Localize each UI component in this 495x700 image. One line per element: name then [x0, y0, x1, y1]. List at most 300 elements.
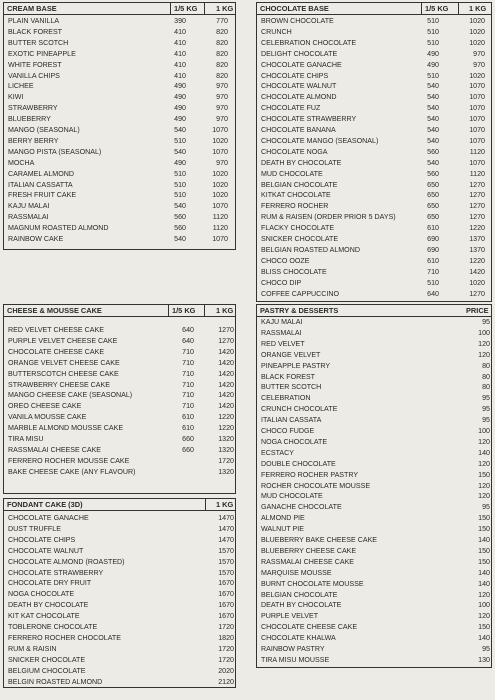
- item-name: BLUEBERRY CHEESE CAKE: [261, 546, 357, 555]
- menu-row: [4, 600, 235, 611]
- item-name: NOGA CHOCOLATE: [8, 590, 75, 599]
- price: 95: [482, 394, 490, 403]
- menu-row: [257, 382, 491, 393]
- price-fifth-kg: 490: [174, 104, 186, 113]
- item-name: BROWN CHOCOLATE: [261, 17, 334, 25]
- item-name: RED VELVET: [261, 339, 305, 348]
- menu-row: [4, 71, 235, 82]
- cheese-mousse-col-fifth: 1/5 KG: [172, 306, 196, 315]
- price-fifth-kg: 490: [427, 60, 439, 69]
- item-name: STRAWBERRY CHEESE CAKE: [8, 380, 110, 389]
- price-fifth-kg: 640: [182, 336, 194, 345]
- menu-row: [4, 147, 235, 158]
- pastry-desserts-header: [257, 305, 491, 317]
- menu-row: [4, 390, 235, 401]
- price-one-kg: 1070: [469, 115, 485, 124]
- item-name: ORANGE VELVET: [261, 350, 321, 359]
- menu-row: [257, 49, 491, 60]
- price-one-kg: 1070: [469, 136, 485, 145]
- menu-row: [4, 92, 235, 103]
- price-one-kg: 1020: [469, 38, 485, 47]
- price: 1570: [218, 546, 234, 555]
- price-fifth-kg: 710: [182, 391, 194, 400]
- menu-row: [257, 16, 491, 27]
- price-one-kg: 1070: [212, 147, 228, 156]
- item-name: CHOCOLATE ALMOND: [261, 93, 337, 102]
- menu-row: [257, 81, 491, 92]
- item-name: RASSMALAI CHEESE CAKE: [8, 445, 102, 454]
- price-one-kg: 1720: [218, 456, 234, 465]
- item-name: CHOCOLATE GANACHE: [261, 60, 342, 69]
- price-fifth-kg: 650: [427, 202, 439, 211]
- price-fifth-kg: 490: [174, 93, 186, 102]
- item-name: MANGO (SEASONAL): [8, 126, 80, 134]
- price: 130: [478, 655, 490, 664]
- price: 1720: [218, 655, 234, 664]
- price: 1820: [218, 633, 234, 642]
- item-name: BELGIAN CHOCOLATE: [261, 590, 338, 599]
- menu-row: [4, 644, 235, 655]
- price-fifth-kg: 650: [427, 191, 439, 200]
- price-fifth-kg: 490: [174, 82, 186, 91]
- price-one-kg: 1320: [218, 445, 234, 454]
- item-name: FLACKY CHOCOLATE: [261, 224, 335, 233]
- menu-row: [257, 339, 491, 350]
- price-fifth-kg: 540: [174, 235, 186, 243]
- price-one-kg: 1070: [212, 235, 228, 243]
- price: 2120: [218, 677, 234, 686]
- menu-row: [4, 180, 235, 191]
- price-fifth-kg: 510: [174, 169, 186, 178]
- menu-row: [4, 27, 235, 38]
- price: 150: [478, 514, 490, 523]
- item-name: ORANGE VELVET CHEESE CAKE: [8, 358, 120, 367]
- item-name: CHOCOLATE KHALWA: [261, 634, 336, 643]
- price-fifth-kg: 640: [427, 289, 439, 298]
- cream-base-section: [3, 2, 236, 250]
- price-one-kg: 970: [216, 93, 228, 102]
- item-name: BLACK FOREST: [261, 372, 316, 381]
- item-name: RASSMALAI CHEESE CAKE: [261, 557, 355, 566]
- item-name: FERRERO ROCHER CHOCOLATE: [8, 633, 121, 642]
- menu-row: [4, 369, 235, 380]
- item-name: BELGIN ROASTED ALMOND: [8, 677, 103, 686]
- price-fifth-kg: 710: [182, 347, 194, 356]
- price-fifth-kg: 410: [174, 71, 186, 80]
- menu-row: [257, 350, 491, 361]
- price-one-kg: 1020: [469, 17, 485, 25]
- item-name: CHOCOLATE CHEESE CAKE: [8, 347, 105, 356]
- price: 100: [478, 427, 490, 435]
- price: 150: [478, 557, 490, 566]
- price: 80: [482, 383, 490, 392]
- menu-row: [4, 655, 235, 666]
- menu-row: [4, 611, 235, 622]
- menu-row: [257, 317, 491, 328]
- price: 95: [482, 503, 490, 512]
- price: 1570: [218, 557, 234, 566]
- price: 1670: [218, 612, 234, 621]
- price: 120: [478, 492, 490, 501]
- price: 1720: [218, 623, 234, 631]
- menu-row: [257, 158, 491, 169]
- price-one-kg: 970: [473, 49, 485, 58]
- item-name: CHOCOLATE NOGA: [261, 147, 328, 156]
- item-name: WHITE FOREST: [8, 60, 62, 69]
- menu-row: [4, 666, 235, 677]
- price-fifth-kg: 610: [427, 256, 439, 265]
- chocolate-base-section: [256, 2, 492, 302]
- menu-row: [4, 234, 235, 245]
- item-name: CHOCO OOZE: [261, 256, 310, 265]
- menu-row: [4, 535, 235, 546]
- price-fifth-kg: 510: [427, 27, 439, 36]
- menu-row: [257, 190, 491, 201]
- item-name: CARAMEL ALMOND: [8, 169, 74, 178]
- menu-row: [257, 568, 491, 579]
- price-fifth-kg: 540: [427, 82, 439, 91]
- price: 150: [478, 623, 490, 632]
- price-one-kg: 1370: [469, 245, 485, 254]
- menu-row: [257, 328, 491, 339]
- item-name: BURNT CHOCOLATE MOUSSE: [261, 579, 364, 588]
- menu-row: [4, 445, 235, 456]
- item-name: ECSTACY: [261, 448, 294, 457]
- price-one-kg: 1020: [212, 136, 228, 145]
- price-fifth-kg: 660: [182, 435, 194, 443]
- price-fifth-kg: 510: [427, 38, 439, 47]
- price: 1470: [218, 535, 234, 544]
- item-name: BELGIUM CHOCOLATE: [8, 666, 86, 675]
- item-name: RAINBOW PASTRY: [261, 645, 325, 653]
- cream-base-col-fifth: 1/5 KG: [174, 4, 198, 13]
- item-name: RUM & RAISEN (ORDER PRIOR 5 DAYS): [261, 213, 396, 222]
- item-name: CHOCOLATE DRY FRUIT: [8, 579, 92, 588]
- item-name: CHOCOLATE ALMOND (ROASTED): [8, 557, 125, 566]
- price-one-kg: 820: [216, 27, 228, 36]
- menu-row: [257, 426, 491, 437]
- item-name: CHOCOLATE GANACHE: [8, 514, 89, 522]
- item-name: BELGIAN ROASTED ALMOND: [261, 245, 360, 254]
- menu-row: [4, 158, 235, 169]
- price-one-kg: 1120: [469, 147, 485, 156]
- price-fifth-kg: 690: [427, 245, 439, 254]
- chocolate-base-col-kg: 1 KG: [469, 4, 487, 13]
- price: 120: [478, 459, 490, 468]
- item-name: ALMOND PIE: [261, 514, 305, 523]
- item-name: KAJU MALAI: [8, 202, 50, 211]
- price-one-kg: 1070: [469, 93, 485, 102]
- item-name: NOGA CHOCOLATE: [261, 437, 328, 446]
- price-one-kg: 820: [216, 49, 228, 58]
- item-name: KAJU MALAI: [261, 318, 303, 326]
- item-name: CHOCOLATE MANGO (SEASONAL): [261, 136, 379, 145]
- item-name: FERRERO ROCHER: [261, 202, 329, 211]
- fondant-cake-header: [4, 499, 235, 511]
- item-name: RUM & RAISIN: [8, 644, 57, 653]
- price: 80: [482, 361, 490, 370]
- menu-row: [257, 278, 491, 289]
- price-fifth-kg: 710: [182, 402, 194, 411]
- item-name: CHOCOLATE WALNUT: [8, 546, 84, 555]
- price-fifth-kg: 710: [182, 358, 194, 367]
- item-name: CHOCO FUDGE: [261, 427, 315, 435]
- price-fifth-kg: 510: [174, 191, 186, 200]
- item-name: GANACHE CHOCOLATE: [261, 503, 342, 512]
- price: 1470: [218, 514, 234, 522]
- price-one-kg: 1220: [469, 256, 485, 265]
- menu-row: [4, 546, 235, 557]
- price-one-kg: 1320: [218, 467, 234, 476]
- menu-row: [257, 147, 491, 158]
- price-one-kg: 1120: [469, 169, 485, 178]
- price-fifth-kg: 560: [427, 169, 439, 178]
- price-one-kg: 1020: [212, 169, 228, 178]
- price-fifth-kg: 390: [174, 17, 186, 25]
- price-fifth-kg: 560: [174, 213, 186, 222]
- price-one-kg: 770: [216, 17, 228, 25]
- price-one-kg: 1420: [218, 369, 234, 378]
- price: 150: [478, 470, 490, 479]
- menu-row: [257, 415, 491, 426]
- price: 140: [478, 568, 490, 577]
- price: 140: [478, 448, 490, 457]
- item-name: CHOCOLATE BANANA: [261, 126, 336, 134]
- menu-row: [257, 92, 491, 103]
- item-name: BERRY BERRY: [8, 136, 59, 145]
- price-one-kg: 1270: [469, 180, 485, 189]
- price: 1670: [218, 590, 234, 599]
- price-one-kg: 970: [216, 158, 228, 167]
- item-name: MUD CHOCOLATE: [261, 169, 323, 178]
- price-one-kg: 1420: [469, 267, 485, 276]
- price-one-kg: 1270: [469, 213, 485, 222]
- fondant-cake-section: [3, 498, 236, 688]
- menu-row: [257, 212, 491, 223]
- price-one-kg: 1270: [469, 191, 485, 200]
- menu-row: [4, 169, 235, 180]
- menu-row: [257, 223, 491, 234]
- item-name: CRUNCH CHOCOLATE: [261, 405, 338, 414]
- price-fifth-kg: 540: [427, 158, 439, 167]
- price-one-kg: 1120: [212, 213, 228, 222]
- price-one-kg: 1020: [469, 71, 485, 80]
- menu-row: [257, 361, 491, 372]
- menu-row: [257, 372, 491, 383]
- price: 150: [478, 546, 490, 555]
- price-one-kg: 1270: [469, 202, 485, 211]
- price-fifth-kg: 540: [174, 202, 186, 211]
- menu-row: [4, 578, 235, 589]
- item-name: DEATH BY CHOCOLATE: [261, 158, 342, 167]
- menu-row: [257, 459, 491, 470]
- item-name: WALNUT PIE: [261, 525, 304, 534]
- item-name: CHOCOLATE FUZ: [261, 104, 321, 113]
- menu-row: [4, 513, 235, 524]
- item-name: CHOCOLATE WALNUT: [261, 82, 337, 91]
- price-one-kg: 1220: [218, 424, 234, 433]
- price-fifth-kg: 710: [182, 369, 194, 378]
- price: 95: [482, 416, 490, 425]
- price-fifth-kg: 410: [174, 27, 186, 36]
- item-name: MANGO PISTA (SEASONAL): [8, 147, 102, 156]
- item-name: ITALIAN CASSATTA: [8, 180, 73, 189]
- cream-base-col-kg: 1 KG: [216, 4, 234, 13]
- menu-row: [257, 267, 491, 278]
- menu-row: [4, 358, 235, 369]
- price-one-kg: 1070: [212, 202, 228, 211]
- item-name: MOCHA: [8, 158, 35, 167]
- menu-row: [257, 245, 491, 256]
- price: 1470: [218, 524, 234, 533]
- price-one-kg: 1220: [218, 413, 234, 422]
- menu-row: [4, 557, 235, 568]
- menu-row: [4, 456, 235, 467]
- menu-row: [4, 125, 235, 136]
- item-name: CRUNCH: [261, 27, 292, 36]
- price-one-kg: 820: [216, 71, 228, 80]
- chocolate-base-header: [257, 3, 491, 15]
- price-fifth-kg: 690: [427, 235, 439, 243]
- price-fifth-kg: 540: [427, 136, 439, 145]
- menu-row: [4, 16, 235, 27]
- price: 1720: [218, 644, 234, 653]
- item-name: BUTTER SCOTCH: [8, 38, 69, 47]
- price-one-kg: 820: [216, 60, 228, 69]
- item-name: MARQUISE MOUSSE: [261, 568, 332, 577]
- item-name: BUTTERSCOTCH CHEESE CAKE: [8, 369, 119, 378]
- item-name: CHOCOLATE STRAWBERRY: [8, 568, 104, 577]
- menu-row: [257, 404, 491, 415]
- menu-row: [4, 622, 235, 633]
- item-name: DEATH BY CHOCOLATE: [8, 601, 89, 610]
- menu-row: [257, 27, 491, 38]
- price-fifth-kg: 540: [427, 115, 439, 124]
- menu-row: [4, 677, 235, 688]
- price-one-kg: 970: [216, 82, 228, 91]
- menu-row: [257, 169, 491, 180]
- price-one-kg: 820: [216, 38, 228, 47]
- item-name: CELEBRATION: [261, 394, 311, 403]
- menu-row: [4, 467, 235, 478]
- cream-base-header: [4, 3, 235, 15]
- menu-row: [4, 136, 235, 147]
- price-one-kg: 970: [473, 60, 485, 69]
- price: 120: [478, 350, 490, 359]
- item-name: TOBLERONE CHOCOLATE: [8, 623, 98, 631]
- price-one-kg: 1420: [218, 347, 234, 356]
- price-one-kg: 1320: [218, 435, 234, 443]
- price-fifth-kg: 510: [174, 180, 186, 189]
- item-name: VANILA MOUSSE CAKE: [8, 413, 87, 422]
- item-name: DELIGHT CHOCOLATE: [261, 49, 338, 58]
- menu-row: [257, 655, 491, 666]
- item-name: STRAWBERRY: [8, 104, 58, 113]
- item-name: DUST TRUFFLE: [8, 524, 61, 533]
- item-name: BLACK FOREST: [8, 27, 63, 36]
- price-fifth-kg: 540: [427, 126, 439, 134]
- item-name: DOUBLE CHOCOLATE: [261, 459, 336, 468]
- item-name: FERRERO ROCHER MOUSSE CAKE: [8, 456, 130, 465]
- price-one-kg: 1020: [469, 278, 485, 287]
- menu-row: [257, 470, 491, 481]
- price-one-kg: 1070: [469, 104, 485, 113]
- item-name: ITALIAN CASSATA: [261, 416, 322, 425]
- price: 140: [478, 634, 490, 643]
- price-fifth-kg: 610: [182, 413, 194, 422]
- item-name: DEATH BY CHOCOLATE: [261, 601, 342, 610]
- menu-row: [4, 380, 235, 391]
- menu-row: [4, 524, 235, 535]
- price-fifth-kg: 660: [182, 445, 194, 454]
- menu-row: [4, 212, 235, 223]
- menu-row: [4, 336, 235, 347]
- menu-row: [4, 589, 235, 600]
- price-fifth-kg: 540: [427, 93, 439, 102]
- menu-row: [257, 481, 491, 492]
- item-name: KITKAT CHOCOLATE: [261, 191, 331, 200]
- menu-row: [4, 401, 235, 412]
- price: 120: [478, 437, 490, 446]
- menu-row: [4, 60, 235, 71]
- price-fifth-kg: 510: [174, 136, 186, 145]
- menu-row: [4, 201, 235, 212]
- price: 140: [478, 536, 490, 544]
- item-name: FERRERO ROCHER PASTRY: [261, 470, 359, 479]
- price-fifth-kg: 410: [174, 60, 186, 69]
- item-name: PURPLE VELVET CHEESE CAKE: [8, 336, 118, 345]
- item-name: COFFEE CAPPUCCINO: [261, 289, 340, 298]
- price-one-kg: 1420: [218, 391, 234, 400]
- price-one-kg: 1020: [469, 27, 485, 36]
- price-fifth-kg: 490: [174, 115, 186, 124]
- price: 1670: [218, 601, 234, 610]
- price: 150: [478, 525, 490, 534]
- price-one-kg: 1420: [218, 380, 234, 389]
- price-fifth-kg: 510: [427, 71, 439, 80]
- price-fifth-kg: 540: [427, 104, 439, 113]
- menu-row: [4, 103, 235, 114]
- chocolate-base-col-fifth: 1/5 KG: [425, 4, 449, 13]
- menu-row: [4, 412, 235, 423]
- price-one-kg: 1370: [469, 235, 485, 243]
- price: 1670: [218, 579, 234, 588]
- menu-row: [257, 437, 491, 448]
- price-fifth-kg: 410: [174, 38, 186, 47]
- menu-row: [257, 71, 491, 82]
- menu-row: [257, 611, 491, 622]
- cheese-mousse-header: [4, 305, 235, 317]
- price-fifth-kg: 490: [174, 158, 186, 167]
- item-name: RASSMALAI: [261, 328, 302, 337]
- menu-row: [257, 644, 491, 655]
- item-name: MAGNUM ROASTED ALMOND: [8, 224, 109, 233]
- menu-row: [257, 590, 491, 601]
- item-name: OREO CHEESE CAKE: [8, 402, 82, 411]
- price-one-kg: 1070: [212, 126, 228, 134]
- cheese-mousse-section: [3, 304, 236, 494]
- item-name: CHOCOLATE CHIPS: [261, 71, 329, 80]
- price: 80: [482, 372, 490, 381]
- item-name: ROCHER CHOCOLATE MOUSSE: [261, 481, 371, 490]
- item-name: TIRA MISU MOUSSE: [261, 655, 330, 664]
- menu-row: [4, 568, 235, 579]
- price: 140: [478, 579, 490, 588]
- menu-row: [4, 81, 235, 92]
- price-fifth-kg: 560: [427, 147, 439, 156]
- item-name: EXOTIC PINEAPPLE: [8, 49, 76, 58]
- menu-row: [257, 535, 491, 546]
